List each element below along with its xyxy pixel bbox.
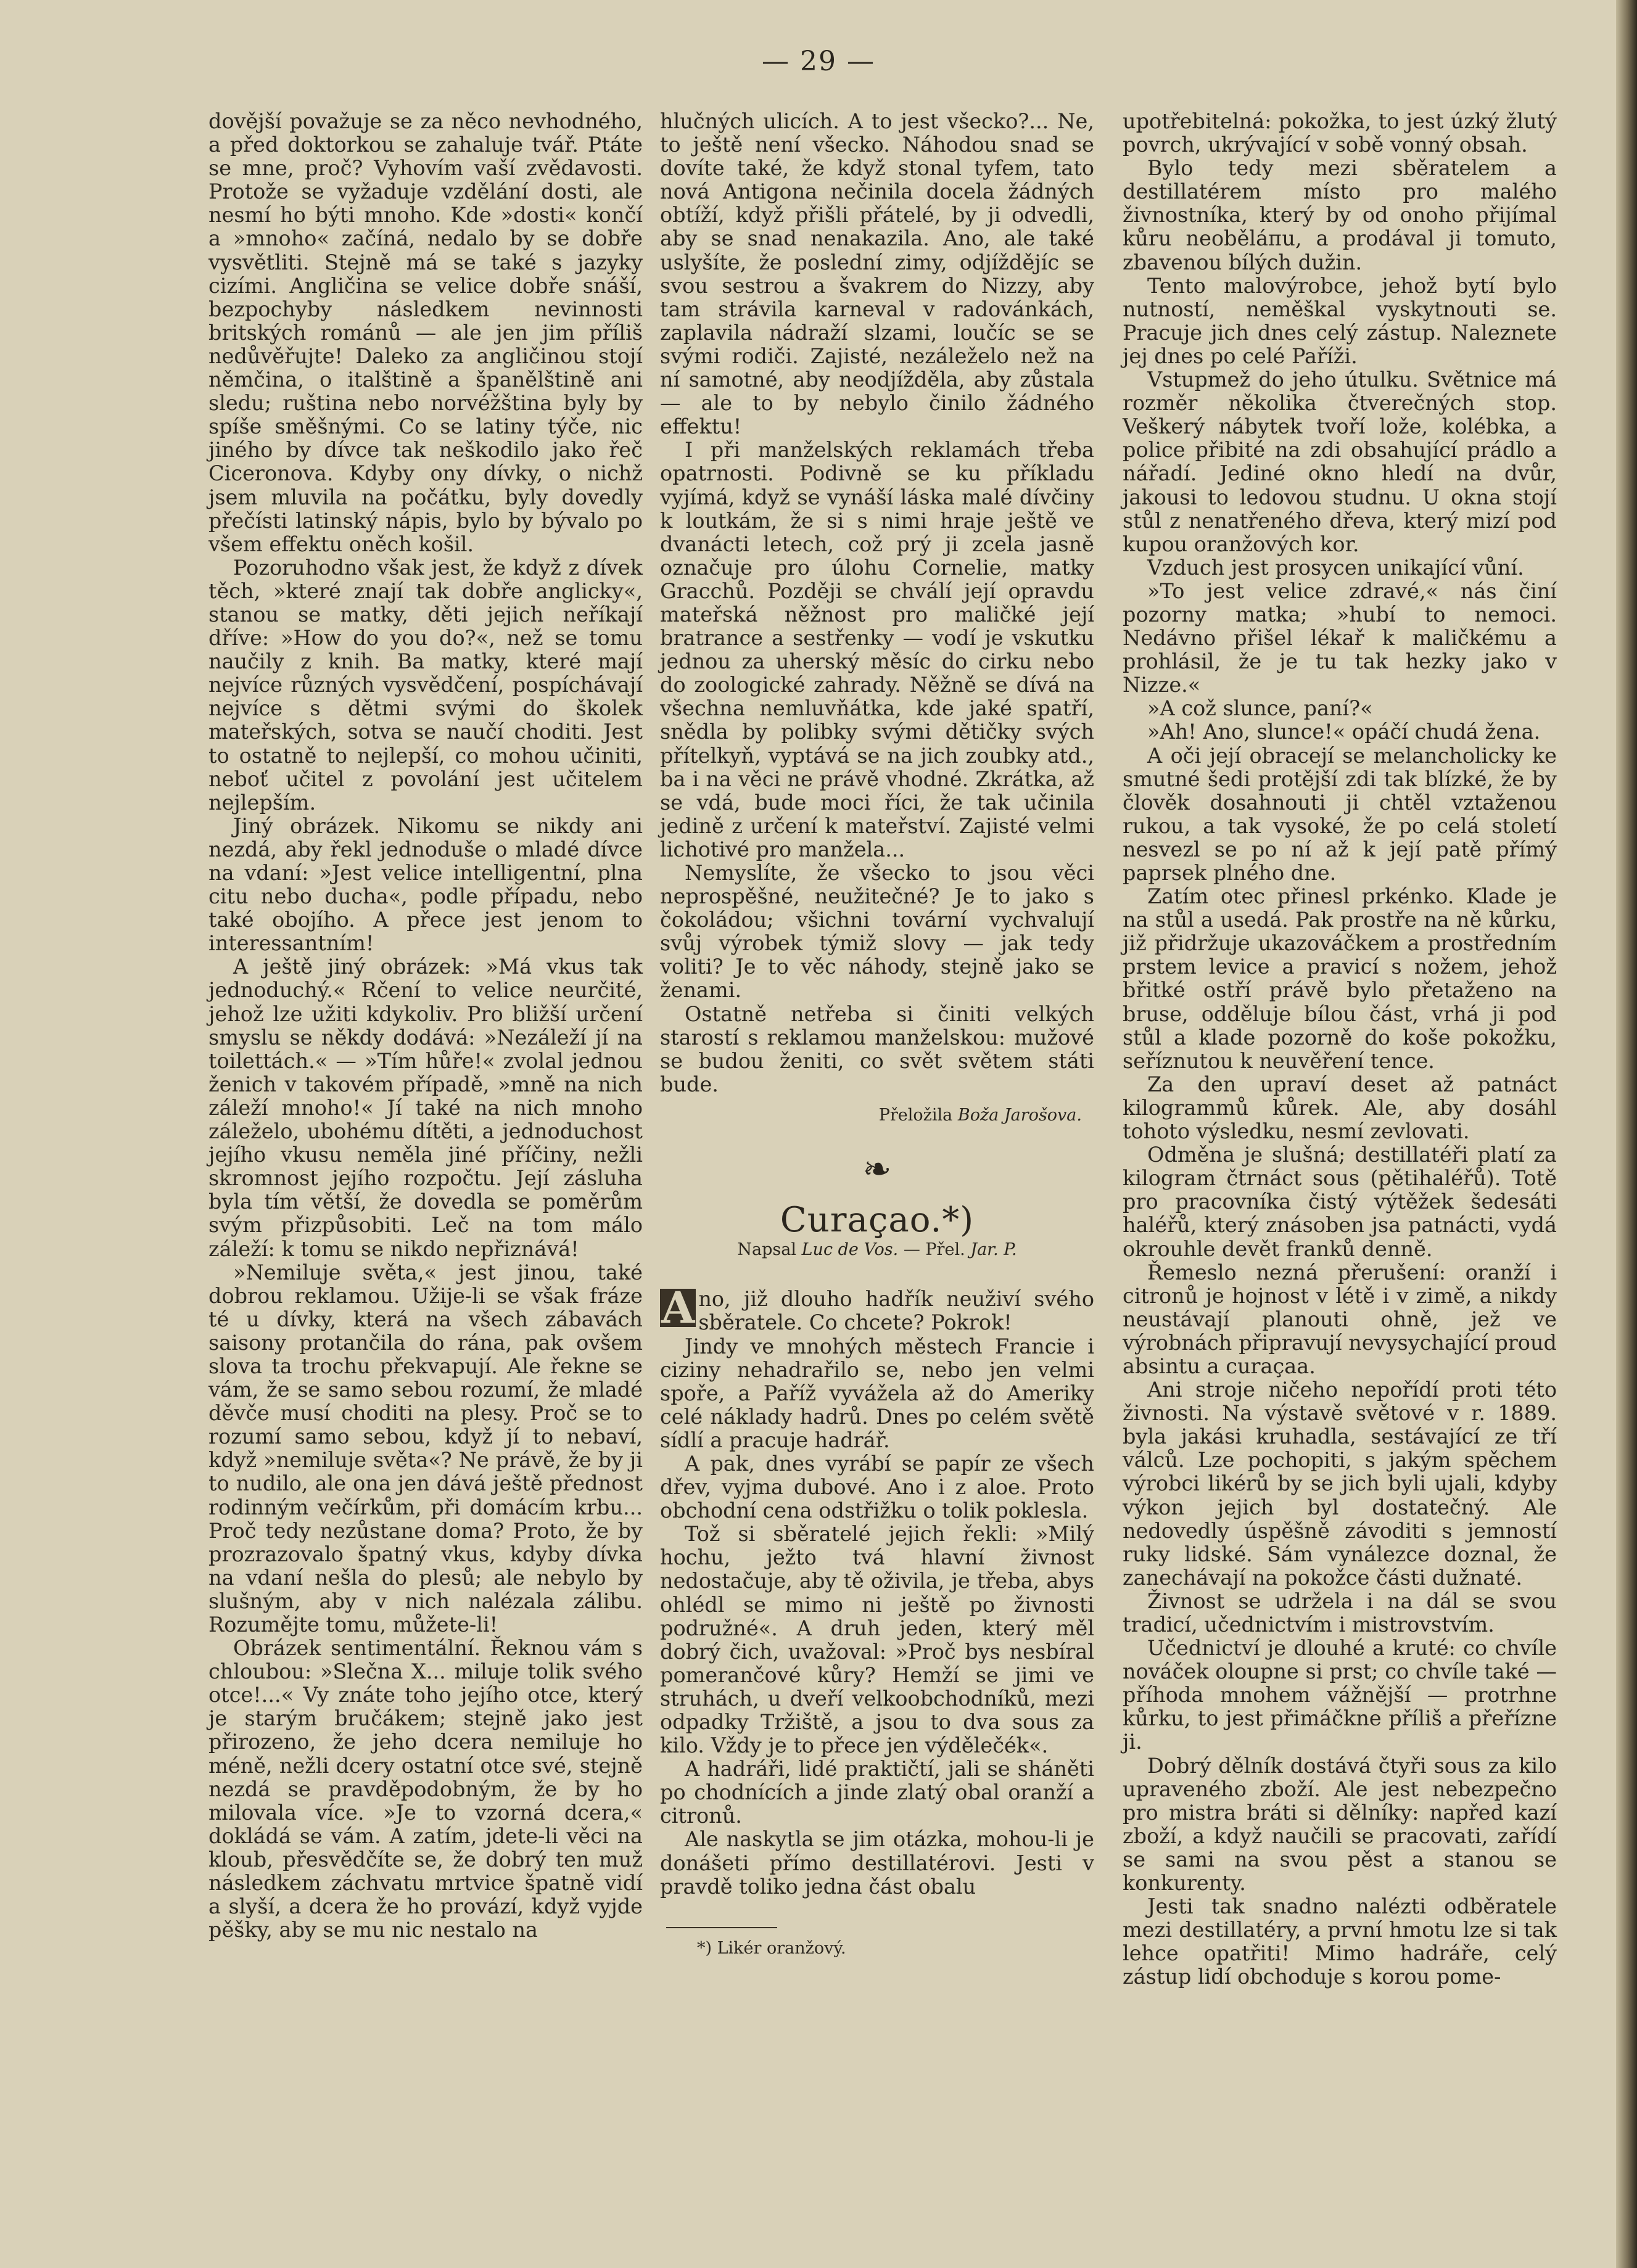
byline-separator: — Přel.	[903, 1240, 965, 1260]
column-1	[208, 110, 643, 1942]
article-byline	[660, 1238, 1094, 1262]
paragraph: Jesti tak snadno nalézti odběratele mezi destillatéry, a první hmotu lze si tak lehce opatřiti! Mimo hadráře, celý zástup lidí obchoduje s korou pome-	[1123, 1894, 1557, 1989]
paragraph: hlučných ulicích. A to jest všecko?... Ne, to ještě není všecko. Náhodou snad se dovíte také, že když stonal tyfem, tato nová Antigona nečinila docela žádných obtíží, když přišli přátelé, by ji odvedli, aby se snad nenakazila. Ano, ale také uslyšíte, že poslední zimy, odjíždějíc se svou sestrou a švakrem do Nizzy, aby tam strávila karneval v radovánkách, zaplavila nádraží slzami, loučíc se se svými rodiči. Zajisté, nezáleželo než na ní samotné, aby neodjížděla, aby zůstala — ale to by nebylo činilo žádného effektu!	[660, 109, 1094, 439]
paragraph: Živnost se udržela i na dál se svou tradicí, učednictvím i mistrovstvím.	[1123, 1588, 1557, 1637]
byline-author: Luc de Vos.	[801, 1240, 899, 1260]
opening-text: no, již dlouho hadřík neuživí svého sběratele. Co chcete? Pokrok!	[698, 1287, 1094, 1335]
paragraph: Ale naskytla se jim otázka, mohou-li je donášeti přímo destillatérovi. Jesti v pravdě toliko jedna část obalu	[660, 1827, 1094, 1899]
paragraph: »Nemiluje světa,« jest jinou, také dobrou reklamou. Užije-li se však fráze té u dívky, která na všech zábavách saisony protančila do rána, pak ovšem slova ta trochu překvapují. Ale řekne se vám, že se samo sebou rozumí, že mladé děvče musí choditi na plesy. Proč se to rozumí samo sebou, když jí to nebaví, když »nemiluje světa«? Ne právě, že by ji to nudilo, ale ona jen dává ještě přednost rodinným večírkům, při domácím krbu... Proč tedy nezůstane doma? Proto, že by prozrazovalo špatný vkus, kdyby dívka na vdaní nešla do plesů; ale nebylo by slušným, aby v nich nalézala zálibu. Rozumějte tomu, můžete-li!	[208, 1260, 643, 1637]
paragraph: Zatím otec přinesl prkénko. Klade je na stůl a usedá. Pak prostře na ně kůrku, již přidržuje ukazováčkem a prostředním prstem levice a pravicí s nožem, jehož břitké ostří právě bylo přetaženo na bruse, odděluje bílou část, vrhá ji pod stůl a klade pozorně do koše pokožku, seříznutou k neuvěření tence.	[1123, 884, 1557, 1073]
fleuron-icon: ❧	[862, 1149, 892, 1190]
paragraph: Jindy ve mnohých městech Francie i ciziny nehadrařilo se, nebo jen velmi spoře, a Paříž vyvážela až do Ameriky celé náklady hadrů. Dnes po celém světě sídlí a pracuje hadrář.	[660, 1334, 1094, 1452]
paragraph: Řemeslo nezná přerušení: oranží i citronů je hojnost v létě i v zimě, a nikdy neustávají planouti ohně, jež ve výrobnách připravují nevysychající proud absintu a curaçaa.	[1123, 1260, 1557, 1378]
paragraph: Nemyslíte, že všecko to jsou věci neprospěšné, neužitečné? Je to jako s čokoládou; všichni tovární vychvalují svůj výrobek týmiž slovy — jak tedy voliti? Je to věc náhody, stejně jako se ženami.	[660, 861, 1094, 1003]
paragraph: Obrázek sentimentální. Řeknou vám s chloubou: »Slečna X... miluje tolik svého otce!...« Vy znáte toho jejího otce, který je starým bručákem; stejně jako jest přirozeno, že jeho dcera nemiluje ho méně, nežli dcery ostatní otce své, stejně nezdá se pravděpodobným, že by ho milovala více. »Je to vzorná dcera,« dokládá se vám. A zatím, jdete-li věci na kloub, přesvědčíte se, že dobrý ten muž následkem záchvatu mrtvice špatně vidí a slyší, a dcera že ho provází, když vyjde pěšky, aby se mu nic nestalo na	[208, 1636, 643, 1942]
paragraph: Vzduch jest prosycen unikající vůní.	[1147, 555, 1524, 580]
opening-paragraph	[660, 1282, 1094, 1335]
footnote-rule	[666, 1927, 777, 1928]
page-number: — 29 —	[762, 46, 875, 77]
paragraph: A hadráři, lidé praktičtí, jali se sháněti po chodnících a jinde zlatý obal oranží a citronů.	[660, 1757, 1094, 1828]
paragraph: Tento malovýrobce, jehož bytí bylo nutností, neměškal vyskytnouti se. Pracuje jich dnes celý zástup. Naleznete jej dnes po celé Paříži.	[1123, 273, 1557, 368]
paragraph: dovější považuje se za něco nevhodného, a před doktorkou se zahaluje tvář. Ptáte se mne, proč? Vyhovím vaší zvědavosti. Protože se vyžaduje vzdělání dosti, ale nesmí ho býti mnoho. Kde »dosti« končí a »mnoho« začíná, nedalo by se dobře vysvětliti. Stejně má se také s jazyky cizími. Angličina se velice dobře snáší, bezpochyby následkem nevinnosti britských románů — ale jen jim příliš nedůvěřujte! Daleko za angličinou stojí němčina, o italštině a španělštině ani sledu; ruština nebo norvéžština byly by spíše směšnými. Co se latiny týče, nic jiného by dívce tak neškodilo jako řeč Ciceronova. Kdyby ony dívky, o nichž jsem mluvila na počátku, byly dovedly přečísti latinský nápis, bylo by bývalo po všem effektu oněch košil.	[208, 109, 643, 556]
byline-prefix: Napsal	[737, 1240, 797, 1260]
signature-name: Boža Jarošova.	[957, 1105, 1082, 1125]
drop-cap: A	[661, 1282, 695, 1334]
article-title: Curaçao.*)	[780, 1200, 975, 1241]
paragraph: upotřebitelná: pokožka, to jest úzký žlutý povrch, ukrývající v sobě vonný obsah.	[1123, 109, 1557, 157]
paragraph: »To jest velice zdravé,« nás činí pozorny matka; »hubí to nemoci. Nedávno přišel lékař k maličkému a prohlásil, že je tu tak hezky jako v Nizze.«	[1123, 578, 1557, 697]
column-3	[1123, 110, 1557, 1989]
paragraph: Pozoruhodno však jest, že když z dívek těch, »které znají tak dobře anglicky«, stanou se matky, děti jejich neříkají dříve: »How do you do?«, než se tomu naučily z knih. Ba matky, které mají nejvíce různých vysvědčení, pospíchávají nejvíce s dětmi svými do školek mateřských, sotva se naučí choditi. Jest to ostatně to nejlepší, co mohou učiniti, neboť učitel z povolání jest učitelem nejlepším.	[208, 555, 643, 815]
paragraph: Učednictví je dlouhé a kruté: co chvíle nováček oloupne si prst; co chvíle také — příhoda mnohem vážnější — protrhne kůrku, to jest přimáčkne příliš a přeřízne ji.	[1123, 1636, 1557, 1754]
paragraph: Dobrý dělník dostává čtyři sous za kilo upraveného zboží. Ale jest nebezpečno pro mistra bráti si dělníky: napřed kazí zboží, a když naučili se pracovati, zařídí se sami na svou pěst a stanou se konkurenty.	[1123, 1753, 1557, 1896]
paragraph: Ani stroje ničeho nepořídí proti této živnosti. Na výstavě světové v r. 1889. byla jakási kruhadla, sestávající ze tří válců. Lze pochopiti, s jakým spěchem výrobci likérů by se jich byli ujali, kdyby výkon jejich byl dostatečný. Ale nedovedly úspěšně závoditi s jemností ruky lidské. Sám vynálezce doznal, že zanechávají na pokožce části dužnaté.	[1123, 1378, 1557, 1590]
paragraph: Jiný obrázek. Nikomu se nikdy ani nezdá, aby řekl jednoduše o mladé dívce na vdaní: »Jest velice intelligentní, plna citu nebo ducha«, podle případu, nebo také obojího. A přece jest jenom to interessantním!	[208, 813, 643, 956]
paragraph: Za den upraví deset až patnáct kilogrammů kůrek. Ale, aby dosáhl tohoto výsledku, nesmí zevlovati.	[1123, 1072, 1557, 1144]
paragraph: »Ah! Ano, slunce!« opáčí chudá žena.	[1147, 720, 1541, 744]
paragraph: Odměna je slušná; destillatéři platí za kilogram čtrnáct sous (pětihaléřů). Totě pro pracovníka čistý výtěžek šedesáti haléřů, který znásoben jsa patnácti, vydá okrouhle devět franků denně.	[1123, 1143, 1557, 1261]
footnote: *) Likér oranžový.	[697, 1938, 846, 1958]
paragraph: Tož si sběratelé jejich řekli: »Milý hochu, ježto tvá hlavní živnost nedostačuje, aby tě oživila, je třeba, abys ohlédl se mimo ni ještě po živnosti podružné«. A druh jeden, který měl dobrý čich, uvažoval: »Proč bys nesbíral pomerančové kůry? Hemží se jimi ve struhách, u dveří velkoobchodníků, mezi odpadky Tržiště, a jsou to dva sous za kilo. Vždy je to přece jen výdělečék«.	[660, 1522, 1094, 1758]
paragraph: Vstupmež do jeho útulku. Světnice má rozměr několika čtverečných stop. Veškerý nábytek tvoří lože, kolébka, a police přibité na zdi obsahující prádlo a nářadí. Jediné okno hledí na dvůr, jakousi to ledovou studnu. U okna stojí stůl z nenatřeného dřeva, který mizí pod kupou oranžových kor.	[1123, 368, 1557, 556]
paragraph: A pak, dnes vyrábí se papír ze všech dřev, vyjma dubové. Ano i z aloe. Proto obchodní cena odstřižku o tolik poklesla.	[660, 1451, 1094, 1523]
paragraph: Ostatně netřeba si činiti velkých starostí s reklamou manželskou: mužové se budou ženiti, co svět světem státi bude.	[660, 1001, 1094, 1096]
byline-translator: Jar. P.	[970, 1240, 1017, 1260]
paragraph: Bylo tedy mezi sběratelem a destillatérem místo pro malého živnostníka, který by od onoho přijímal kůru neoběláпu, a prodával ji tomuto, zbavenou bílých dužin.	[1123, 156, 1557, 274]
paragraph: I při manželských reklamách třeba opatrnosti. Podivně se ku příkladu vyjímá, když se vynáší láska malé dívčiny k loutkám, že si s nimi hraje ještě ve dvanácti letech, což prý ji zcela jasně označuje pro úlohu Cornelie, matky Gracchů. Později se chválí její opravdu mateřská něžnost pro maličké její bratrance a sestřenky — vodí je vskutku jednou za uherský měsíc do cirku nebo do zoologické zahrady. Něžně se dívá na všechna nemluvňátka, kde jaké spatří, snědla by polibky svými dětičky svých přítelkyň, vyptává se na jich zoubky atd., ba i na věci ne právě vhodné. Zkrátka, až se vdá, bude moci říci, že tak učinila jedině z určení k mateřství. Zajisté velmi lichotivé pro manžela...	[660, 438, 1094, 861]
signature-prefix: Přeložila	[878, 1105, 953, 1125]
column-2	[660, 110, 1094, 1960]
paragraph: »A což slunce, paní?«	[1147, 696, 1373, 721]
translator-signature	[660, 1104, 1094, 1127]
paragraph: A ještě jiný obrázek: »Má vkus tak jednoduchý.« Rčení to velice neurčité, jehož lze užiti kdykoliv. Pro bližší určení smyslu se někdy dodává: »Nezáleží jí na toilettách.« — »Tím hůře!« zvolal jednou ženich v takovém případě, »mně na nich záleží mnoho!« Jí také na nich mnoho záleželo, ubohému dítěti, a jednoduchost jejího vkusu neměla jiné příčiny, nežli skromnost jejího rozpočtu. Její zásluha byla tím větší, že dovedla se poměrům svým přizpůsobiti. Leč na tom málo záleží: k tomu se nikdo nepřiznává!	[208, 955, 643, 1261]
binding-shadow	[1616, 0, 1637, 2268]
paragraph: A oči její obracejí se melancholicky ke smutné šedi protější zdi tak blízké, že by člověk dosahnouti ji chtěl vztaženou rukou, a tak vysoké, že po celá století nesvezl se po ní až k její patě přímý paprsek plného dne.	[1123, 743, 1557, 885]
